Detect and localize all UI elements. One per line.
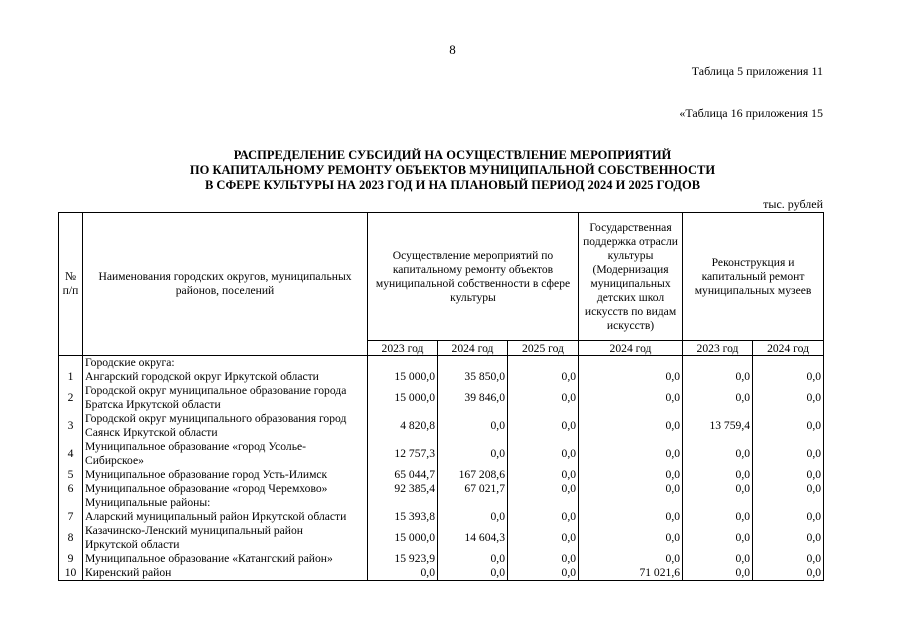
table-row: [59, 384, 824, 412]
value-cell: [438, 496, 508, 510]
name-line: Братска Иркутской области: [85, 398, 221, 411]
table-row: [59, 440, 824, 468]
header-museums: Реконструкция и капитальный ремонт муниципальных музеев: [683, 213, 824, 341]
value-cell: 15 000,0: [368, 384, 438, 412]
value-cell: [753, 356, 824, 371]
value-cell: [368, 496, 438, 510]
value-cell: 0,0: [438, 552, 508, 566]
value-cell: 0,0: [683, 524, 753, 552]
municipality-name: [83, 566, 368, 581]
row-number: 6: [59, 482, 83, 496]
table-row: [59, 482, 824, 496]
row-number: 1: [59, 370, 83, 384]
value-cell: 15 000,0: [368, 524, 438, 552]
row-number: 2: [59, 384, 83, 412]
value-cell: 0,0: [683, 468, 753, 482]
table-row: [59, 412, 824, 440]
value-cell: 0,0: [753, 566, 824, 581]
value-cell: [438, 356, 508, 371]
value-cell: 0,0: [579, 552, 683, 566]
value-cell: [508, 356, 579, 371]
value-cell: 0,0: [579, 482, 683, 496]
year-header: 2025 год: [508, 341, 579, 356]
value-cell: 0,0: [683, 482, 753, 496]
value-cell: 0,0: [753, 384, 824, 412]
municipality-name: [83, 412, 368, 440]
group-label: Муниципальные районы:: [83, 496, 368, 510]
municipality-name: [83, 482, 368, 496]
value-cell: 0,0: [438, 440, 508, 468]
name-line: Иркутской области: [85, 538, 180, 551]
row-number: 7: [59, 510, 83, 524]
municipality-name: [83, 440, 368, 468]
name-line: Саянск Иркутской области: [85, 426, 218, 439]
year-header: 2024 год: [438, 341, 508, 356]
value-cell: 4 820,8: [368, 412, 438, 440]
value-cell: 0,0: [683, 566, 753, 581]
value-cell: 0,0: [753, 370, 824, 384]
value-cell: [579, 356, 683, 371]
table-reference-2: «Таблица 16 приложения 15: [679, 106, 823, 120]
municipality-name: [83, 510, 368, 524]
value-cell: 0,0: [579, 524, 683, 552]
table-row: [59, 524, 824, 552]
document-title: [0, 148, 905, 193]
value-cell: 167 208,6: [438, 468, 508, 482]
value-cell: 0,0: [508, 384, 579, 412]
row-number: 9: [59, 552, 83, 566]
group-row: [59, 356, 824, 371]
name-line: Киренский район: [85, 566, 172, 579]
row-number: 8: [59, 524, 83, 552]
table-body: [59, 356, 824, 581]
value-cell: 0,0: [579, 384, 683, 412]
value-cell: 92 385,4: [368, 482, 438, 496]
value-cell: 0,0: [579, 440, 683, 468]
value-cell: 0,0: [753, 412, 824, 440]
title-line: В СФЕРЕ КУЛЬТУРЫ НА 2023 ГОД И НА ПЛАНОВЫЙ ПЕРИОД 2024 И 2025 ГОДОВ: [204, 178, 701, 192]
value-cell: 0,0: [508, 440, 579, 468]
municipality-name: [83, 468, 368, 482]
name-line: Ангарский городской округ Иркутской области: [85, 370, 319, 383]
title-line: ПО КАПИТАЛЬНОМУ РЕМОНТУ ОБЪЕКТОВ МУНИЦИПАЛЬНОЙ СОБСТВЕННОСТИ: [189, 163, 716, 177]
name-line: Муниципальное образование «город Черемхово»: [85, 482, 328, 495]
header-num: № п/п: [59, 213, 83, 356]
header-state-support: Государственная поддержка отрасли культуры (Модернизация муниципальных детских школ искусств по видам искусств): [579, 213, 683, 341]
value-cell: [683, 356, 753, 371]
value-cell: [368, 356, 438, 371]
row-number: 4: [59, 440, 83, 468]
name-line: Муниципальное образование город Усть-Илимск: [85, 468, 328, 481]
group-row: [59, 496, 824, 510]
value-cell: 0,0: [438, 566, 508, 581]
value-cell: 0,0: [683, 384, 753, 412]
row-number: 3: [59, 412, 83, 440]
row-number: 5: [59, 468, 83, 482]
value-cell: 0,0: [508, 482, 579, 496]
value-cell: 71 021,6: [579, 566, 683, 581]
value-cell: 0,0: [753, 468, 824, 482]
row-number: [59, 496, 83, 510]
value-cell: 14 604,3: [438, 524, 508, 552]
group-label: Городские округа:: [83, 356, 368, 371]
value-cell: 0,0: [508, 510, 579, 524]
value-cell: 35 850,0: [438, 370, 508, 384]
row-number: [59, 356, 83, 371]
municipality-name: [83, 552, 368, 566]
value-cell: 0,0: [438, 510, 508, 524]
unit-label: тыс. рублей: [763, 197, 823, 211]
value-cell: 0,0: [508, 552, 579, 566]
table-row: [59, 370, 824, 384]
value-cell: 39 846,0: [438, 384, 508, 412]
year-header: 2024 год: [579, 341, 683, 356]
value-cell: 0,0: [683, 510, 753, 524]
value-cell: 0,0: [508, 412, 579, 440]
value-cell: 0,0: [753, 524, 824, 552]
value-cell: 0,0: [508, 370, 579, 384]
value-cell: [579, 496, 683, 510]
value-cell: 0,0: [683, 370, 753, 384]
title-line: РАСПРЕДЕЛЕНИЕ СУБСИДИЙ НА ОСУЩЕСТВЛЕНИЕ МЕРОПРИЯТИЙ: [233, 148, 672, 162]
value-cell: 67 021,7: [438, 482, 508, 496]
value-cell: 0,0: [438, 412, 508, 440]
table-reference-1: Таблица 5 приложения 11: [691, 64, 823, 78]
value-cell: 13 759,4: [683, 412, 753, 440]
header-name: Наименования городских округов, муниципальных районов, поселений: [83, 213, 368, 356]
value-cell: [683, 496, 753, 510]
value-cell: 15 923,9: [368, 552, 438, 566]
value-cell: 0,0: [508, 468, 579, 482]
value-cell: [753, 496, 824, 510]
municipality-name: [83, 524, 368, 552]
name-line: Городской округ муниципальное образование города: [85, 384, 347, 397]
value-cell: 0,0: [753, 510, 824, 524]
row-number: 10: [59, 566, 83, 581]
table-row: [59, 510, 824, 524]
value-cell: 0,0: [753, 440, 824, 468]
name-line: Городской округ муниципального образования город: [85, 412, 347, 425]
municipality-name: [83, 384, 368, 412]
subsidy-table: [58, 212, 824, 581]
table-row: [59, 566, 824, 581]
value-cell: 0,0: [753, 482, 824, 496]
name-line: Аларский муниципальный район Иркутской области: [85, 510, 347, 523]
value-cell: 0,0: [508, 566, 579, 581]
value-cell: 0,0: [368, 566, 438, 581]
value-cell: 15 000,0: [368, 370, 438, 384]
year-header: 2023 год: [683, 341, 753, 356]
header-capital-repair: Осуществление мероприятий по капитальному ремонту объектов муниципальной собственности в сфере культуры: [368, 213, 579, 341]
value-cell: 12 757,3: [368, 440, 438, 468]
value-cell: 0,0: [683, 552, 753, 566]
table-row: [59, 468, 824, 482]
name-line: Казачинско-Ленский муниципальный район: [85, 524, 304, 537]
year-header: 2024 год: [753, 341, 824, 356]
value-cell: 0,0: [579, 412, 683, 440]
value-cell: [508, 496, 579, 510]
value-cell: 0,0: [579, 510, 683, 524]
municipality-name: [83, 370, 368, 384]
value-cell: 0,0: [753, 552, 824, 566]
value-cell: 15 393,8: [368, 510, 438, 524]
value-cell: 0,0: [508, 524, 579, 552]
value-cell: 0,0: [683, 440, 753, 468]
table-row: [59, 552, 824, 566]
value-cell: 65 044,7: [368, 468, 438, 482]
name-line: Муниципальное образование «Катангский район»: [85, 552, 333, 565]
name-line: Сибирское»: [85, 454, 144, 467]
page-number: 8: [449, 42, 456, 57]
header-row: [59, 213, 824, 341]
value-cell: 0,0: [579, 370, 683, 384]
value-cell: 0,0: [579, 468, 683, 482]
year-header: 2023 год: [368, 341, 438, 356]
name-line: Муниципальное образование «город Усолье-: [85, 440, 307, 453]
